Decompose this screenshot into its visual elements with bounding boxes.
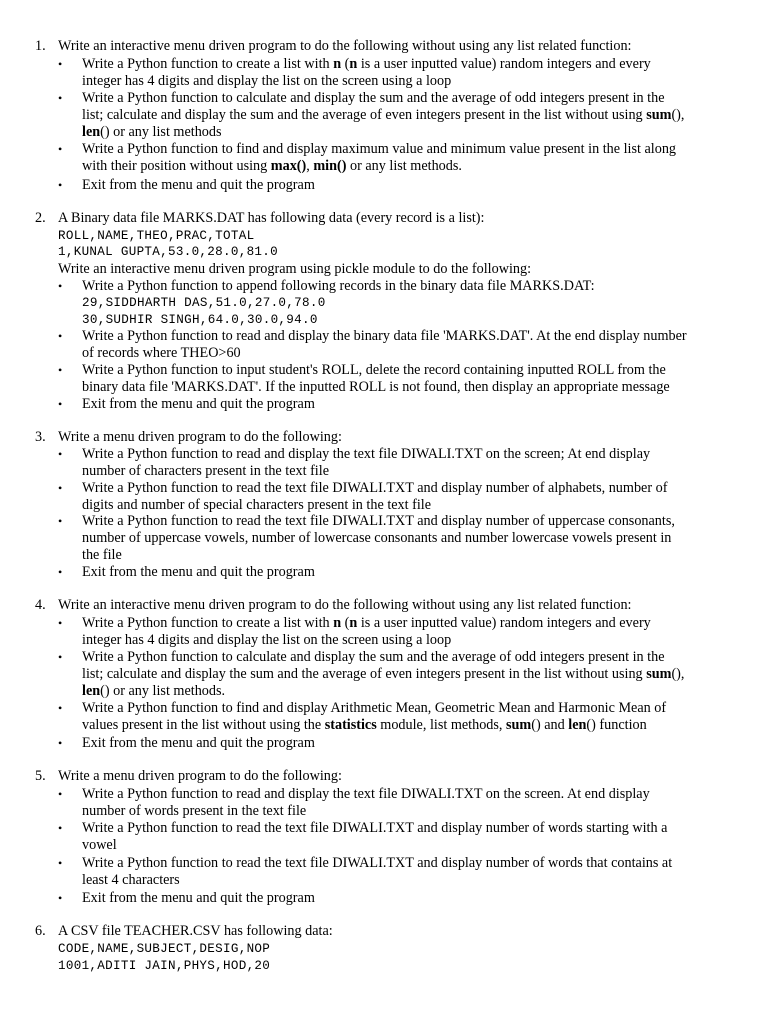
bullet: • xyxy=(58,363,63,377)
list-item-line: number of characters present in the text file xyxy=(82,463,329,479)
bullet: • xyxy=(58,279,63,293)
list-item-line: the file xyxy=(82,547,122,563)
bullet: • xyxy=(58,856,63,870)
question-text: Write a menu driven program to do the following: xyxy=(58,768,342,784)
list-item-line: least 4 characters xyxy=(82,872,180,888)
list-item-line: Write a Python function to read the text file DIWALI.TXT and display number of words that contains at xyxy=(82,855,673,871)
list-item-line: binary data file 'MARKS.DAT'. If the inputted ROLL is not found, then display an appropriate message xyxy=(82,379,670,395)
list-item-line: Exit from the menu and quit the program xyxy=(82,890,315,906)
bullet: • xyxy=(58,787,63,801)
list-item-line: Write a Python function to read the text file DIWALI.TXT and display number of words starting with a xyxy=(82,820,668,836)
list-item-line: Write a Python function to find and display Arithmetic Mean, Geometric Mean and Harmonic Mean of xyxy=(82,700,667,716)
bullet: • xyxy=(58,178,63,192)
question-text: Write a menu driven program to do the following: xyxy=(58,429,342,445)
question-text: Write an interactive menu driven program to do the following without using any list related function: xyxy=(58,38,632,54)
list-item-line: list; calculate and display the sum and the average of even integers present in the list without using sum(), xyxy=(82,107,685,123)
list-item-line: Write a Python function to read the text file DIWALI.TXT and display number of alphabets, number of xyxy=(82,480,668,496)
bullet: • xyxy=(58,397,63,411)
bullet: • xyxy=(58,821,63,835)
bullet: • xyxy=(58,616,63,630)
list-item-line: Exit from the menu and quit the program xyxy=(82,396,315,412)
bullet: • xyxy=(58,481,63,495)
bullet: • xyxy=(58,701,63,715)
bullet: • xyxy=(58,891,63,905)
list-item-line: number of words present in the text file xyxy=(82,803,307,819)
list-item-line: Write a Python function to append following records in the binary data file MARKS.DAT: xyxy=(82,278,595,294)
list-item-line: Write a Python function to read and display the text file DIWALI.TXT on the screen; At end display xyxy=(82,446,651,462)
list-item-line: with their position without using max(), min() or any list methods. xyxy=(82,158,462,174)
question-number: 1. xyxy=(35,38,46,54)
bullet: • xyxy=(58,142,63,156)
list-item-line: Exit from the menu and quit the program xyxy=(82,735,315,751)
bullet: • xyxy=(58,650,63,664)
bullet: • xyxy=(58,447,63,461)
list-item-line: Write a Python function to input student's ROLL, delete the record containing inputted ROLL from the xyxy=(82,362,666,378)
list-item-line: number of uppercase vowels, number of lowercase consonants and number lowercase vowels present in xyxy=(82,530,672,546)
list-item-line: integer has 4 digits and display the list on the screen using a loop xyxy=(82,73,452,89)
question-text: A Binary data file MARKS.DAT has following data (every record is a list): xyxy=(58,210,485,226)
code-line: 1,KUNAL GUPTA,53.0,28.0,81.0 xyxy=(58,245,279,259)
list-item-line: Write a Python function to read and display the binary data file 'MARKS.DAT'. At the end display number xyxy=(82,328,687,344)
question-number: 4. xyxy=(35,597,46,613)
list-item-line: Write a Python function to read and display the text file DIWALI.TXT on the screen. At end display xyxy=(82,786,650,802)
bullet: • xyxy=(58,91,63,105)
bullet: • xyxy=(58,565,63,579)
question-text: Write an interactive menu driven program to do the following without using any list related function: xyxy=(58,597,632,613)
list-item-line: list; calculate and display the sum and the average of even integers present in the list without using sum(), xyxy=(82,666,685,682)
question-number: 3. xyxy=(35,429,46,445)
list-item-line: Write a Python function to calculate and display the sum and the average of odd integers present in the xyxy=(82,649,665,665)
list-item-line: Write a Python function to find and display maximum value and minimum value present in the list along xyxy=(82,141,677,157)
list-item-line: values present in the list without using the statistics module, list methods, sum() and len() function xyxy=(82,717,647,733)
question-number: 2. xyxy=(35,210,46,226)
list-item-line: len() or any list methods. xyxy=(82,683,226,699)
code-line: 29,SIDDHARTH DAS,51.0,27.0,78.0 xyxy=(82,296,326,310)
list-item-line: Exit from the menu and quit the program xyxy=(82,177,315,193)
question-text: Write an interactive menu driven program using pickle module to do the following: xyxy=(58,261,532,277)
question-number: 6. xyxy=(35,923,46,939)
list-item-line: integer has 4 digits and display the list on the screen using a loop xyxy=(82,632,452,648)
list-item-line: Write a Python function to calculate and display the sum and the average of odd integers present in the xyxy=(82,90,665,106)
code-line: ROLL,NAME,THEO,PRAC,TOTAL xyxy=(58,229,255,243)
list-item-line: Exit from the menu and quit the program xyxy=(82,564,315,580)
code-line: 1001,ADITI JAIN,PHYS,HOD,20 xyxy=(58,959,271,973)
list-item-line: digits and number of special characters present in the text file xyxy=(82,497,432,513)
question-number: 5. xyxy=(35,768,46,784)
bullet: • xyxy=(58,736,63,750)
list-item-line: len() or any list methods xyxy=(82,124,222,140)
bullet: • xyxy=(58,514,63,528)
list-item-line: of records where THEO>60 xyxy=(82,345,241,361)
question-text: A CSV file TEACHER.CSV has following data: xyxy=(58,923,333,939)
list-item-line: Write a Python function to create a list with n (n is a user inputted value) random integers and every xyxy=(82,615,651,631)
list-item-line: Write a Python function to create a list with n (n is a user inputted value) random integers and every xyxy=(82,56,651,72)
code-line: CODE,NAME,SUBJECT,DESIG,NOP xyxy=(58,942,271,956)
bullet: • xyxy=(58,57,63,71)
list-item-line: vowel xyxy=(82,837,117,853)
bullet: • xyxy=(58,329,63,343)
list-item-line: Write a Python function to read the text file DIWALI.TXT and display number of uppercase consonants, xyxy=(82,513,675,529)
code-line: 30,SUDHIR SINGH,64.0,30.0,94.0 xyxy=(82,313,318,327)
